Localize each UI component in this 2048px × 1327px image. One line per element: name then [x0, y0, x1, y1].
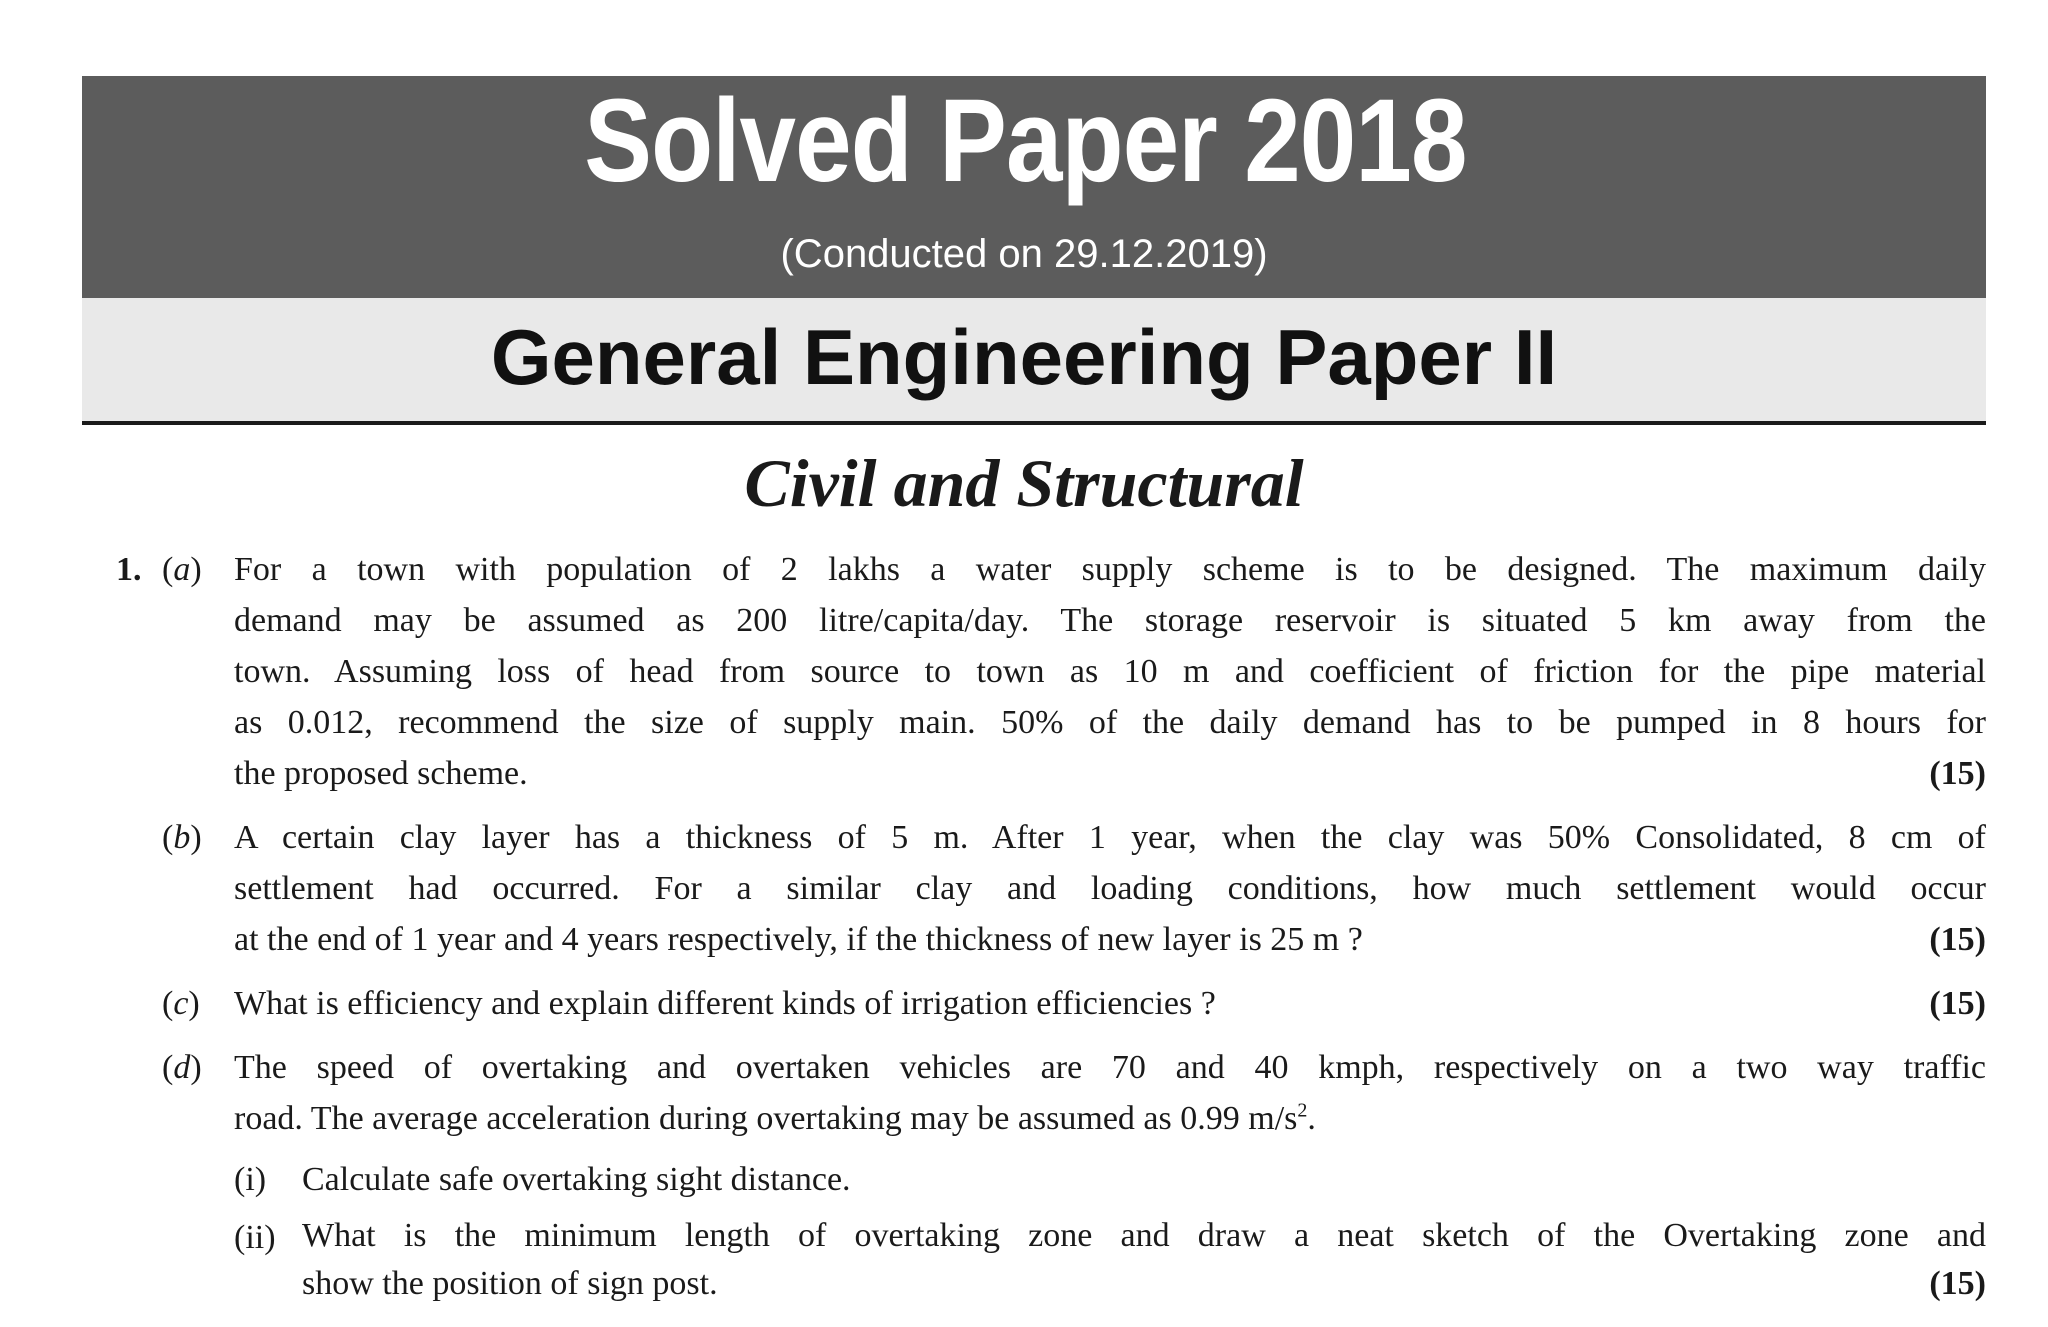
part-a-line: town. Assuming loss of head from source to town as 10 m and coefficient of friction for the pipe material [234, 653, 1986, 690]
part-c-marks: (15) [1929, 985, 1986, 1022]
part-b-line: at the end of 1 year and 4 years respectively, if the thickness of new layer is 25 m ? [234, 921, 1363, 958]
paper-title: Solved Paper 2018 [584, 75, 1467, 207]
subpart-i-text [302, 1154, 1986, 1205]
period: . [1307, 1100, 1316, 1137]
part-c-line: What is efficiency and explain different kinds of irrigation efficiencies ? [234, 985, 1216, 1022]
subject-title: General Engineering Paper II [490, 313, 1558, 401]
part-letter-d: d [173, 1049, 191, 1086]
part-b-marks: (15) [1929, 921, 1986, 958]
part-a-line: as 0.012, recommend the size of supply main. 50% of the daily demand has to be pumped in 8 hours for [234, 704, 1986, 741]
part-d-line: The speed of overtaking and overtaken vehicles are 70 and 40 kmph, respectively on a two way traffic [234, 1049, 1986, 1086]
part-label-a: (a) [162, 551, 202, 588]
subpart-i-line: Calculate safe overtaking sight distance. [302, 1161, 851, 1198]
part-letter-a: a [173, 551, 191, 588]
subpart-num-ii: (ii) [234, 1219, 276, 1256]
part-letter-c: c [173, 985, 189, 1022]
part-c-text [234, 978, 1986, 1029]
part-b-line: A certain clay layer has a thickness of 5 m. After 1 year, when the clay was 50% Consolidated, 8 cm of [234, 819, 1986, 856]
part-b-line: settlement had occurred. For a similar clay and loading conditions, how much settlement would occur [234, 870, 1986, 907]
header-rule [82, 421, 1986, 425]
part-letter-b: b [173, 819, 191, 856]
part-a-line: the proposed scheme. [234, 755, 528, 792]
part-a-marks: (15) [1929, 755, 1986, 792]
part-d-line-2-text: road. The average acceleration during overtaking may be assumed as 0.99 m/s [234, 1100, 1298, 1137]
part-d-text [234, 1042, 1986, 1144]
superscript: 2 [1297, 1099, 1308, 1122]
part-a-text [234, 544, 1986, 799]
part-a-line: For a town with population of 2 lakhs a water supply scheme is to be designed. The maximum daily [234, 551, 1986, 588]
part-label-d: (d) [162, 1049, 202, 1086]
part-label-c: (c) [162, 985, 200, 1022]
subpart-ii-text [302, 1212, 1986, 1308]
part-b-text [234, 812, 1986, 965]
part-d-line-2 [234, 1093, 1986, 1144]
conducted-date: (Conducted on 29.12.2019) [780, 232, 1268, 276]
subpart-ii-line: show the position of sign post. [302, 1265, 718, 1302]
subpart-ii-line: What is the minimum length of overtaking zone and draw a neat sketch of the Overtaking zone and [302, 1217, 1986, 1254]
part-a-line: demand may be assumed as 200 litre/capita/day. The storage reservoir is situated 5 km away from the [234, 602, 1986, 639]
part-label-b: (b) [162, 819, 202, 856]
subpart-num-i: (i) [234, 1161, 267, 1198]
subpart-ii-marks: (15) [1929, 1265, 1986, 1302]
section-title: Civil and Structural [744, 445, 1304, 521]
question-number: 1. [116, 551, 142, 588]
